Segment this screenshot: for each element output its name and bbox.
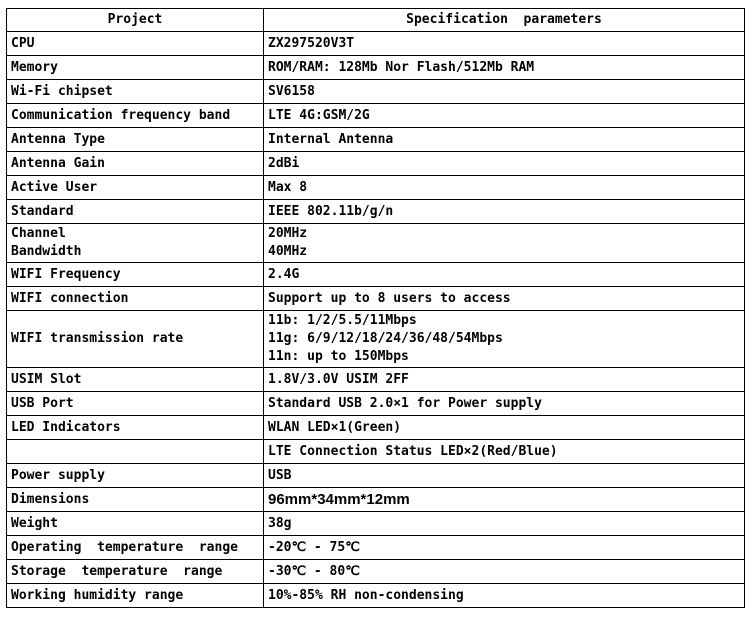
row-label-antenna-gain: Antenna Gain: [7, 152, 264, 176]
row-value-power-supply: USB: [264, 464, 745, 488]
row-value-usb-port: Standard USB 2.0×1 for Power supply: [264, 392, 745, 416]
table-row: [7, 80, 745, 104]
row-value-antenna-gain: 2dBi: [264, 152, 745, 176]
table-row: [7, 416, 745, 440]
row-label-standard: Standard: [7, 200, 264, 224]
row-label-led-indicators: LED Indicators: [7, 416, 264, 440]
row-value-cpu: ZX297520V3T: [264, 32, 745, 56]
row-label-empty: [7, 440, 264, 464]
table-row: [7, 392, 745, 416]
table-row: [7, 176, 745, 200]
row-label-wifi-rate: WIFI transmission rate: [7, 311, 264, 368]
row-value-wifi-rate: 11b: 1/2/5.5/11Mbps 11g: 6/9/12/18/24/36/48/54Mbps 11n: up to 150Mbps: [264, 311, 745, 368]
row-label-power-supply: Power supply: [7, 464, 264, 488]
row-label-cpu: CPU: [7, 32, 264, 56]
table-row: [7, 440, 745, 464]
row-label-wifi-frequency: WIFI Frequency: [7, 263, 264, 287]
table-row: [7, 32, 745, 56]
table-row: [7, 152, 745, 176]
table-row: [7, 263, 745, 287]
row-label-wifi-chipset: Wi-Fi chipset: [7, 80, 264, 104]
table-row: [7, 56, 745, 80]
table-row: [7, 287, 745, 311]
table-row: [7, 512, 745, 536]
row-value-antenna-type: Internal Antenna: [264, 128, 745, 152]
row-label-dimensions: Dimensions: [7, 488, 264, 512]
row-label-operating-temp: Operating temperature range: [7, 536, 264, 560]
table-row: [7, 488, 745, 512]
project-header: Project: [7, 9, 264, 32]
row-value-dimensions: 96mm*34mm*12mm: [264, 488, 745, 512]
row-value-standard: IEEE 802.11b/g/n: [264, 200, 745, 224]
table-row: [7, 200, 745, 224]
row-value-memory: ROM/RAM: 128Mb Nor Flash/512Mb RAM: [264, 56, 745, 80]
row-label-usim-slot: USIM Slot: [7, 368, 264, 392]
spec-table: [6, 8, 745, 608]
row-label-channel-bandwidth: Channel Bandwidth: [7, 224, 264, 263]
row-value-led-wlan: WLAN LED×1(Green): [264, 416, 745, 440]
row-value-storage-temp: -30℃ - 80℃: [264, 560, 745, 584]
row-value-wifi-chipset: SV6158: [264, 80, 745, 104]
row-value-operating-temp: -20℃ - 75℃: [264, 536, 745, 560]
row-label-wifi-connection: WIFI connection: [7, 287, 264, 311]
row-label-antenna-type: Antenna Type: [7, 128, 264, 152]
row-label-frequency-band: Communication frequency band: [7, 104, 264, 128]
table-row: [7, 224, 745, 263]
table-row: [7, 464, 745, 488]
row-label-weight: Weight: [7, 512, 264, 536]
row-label-memory: Memory: [7, 56, 264, 80]
row-value-wifi-connection: Support up to 8 users to access: [264, 287, 745, 311]
row-value-led-lte: LTE Connection Status LED×2(Red/Blue): [264, 440, 745, 464]
row-value-wifi-frequency: 2.4G: [264, 263, 745, 287]
row-value-frequency-band: LTE 4G:GSM/2G: [264, 104, 745, 128]
row-value-active-user: Max 8: [264, 176, 745, 200]
row-label-storage-temp: Storage temperature range: [7, 560, 264, 584]
table-row: [7, 536, 745, 560]
row-label-usb-port: USB Port: [7, 392, 264, 416]
row-label-active-user: Active User: [7, 176, 264, 200]
row-value-humidity: 10%-85% RH non-condensing: [264, 584, 745, 608]
row-value-weight: 38g: [264, 512, 745, 536]
header-row: [7, 9, 745, 32]
table-row: [7, 584, 745, 608]
table-row: [7, 560, 745, 584]
table-row: [7, 104, 745, 128]
table-row: [7, 368, 745, 392]
table-row: [7, 128, 745, 152]
row-label-humidity: Working humidity range: [7, 584, 264, 608]
row-value-usim-slot: 1.8V/3.0V USIM 2FF: [264, 368, 745, 392]
table-row: [7, 311, 745, 368]
spec-header: Specification parameters: [264, 9, 745, 32]
row-value-channel-bandwidth: 20MHz 40MHz: [264, 224, 745, 263]
